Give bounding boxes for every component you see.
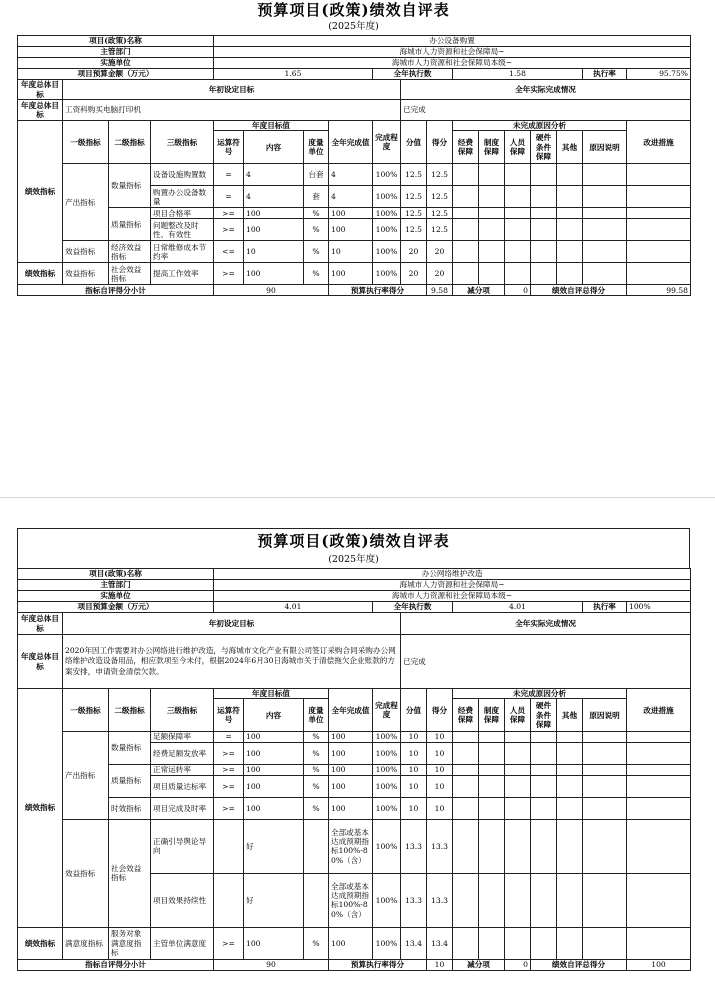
header-r4: 硬件条件保障 [531, 699, 557, 732]
label-exec: 全年执行数 [373, 602, 453, 613]
header-l2: 二级指标 [109, 121, 151, 164]
cell-score: 20 [427, 241, 453, 263]
cell-op: >= [214, 219, 244, 241]
cell-degree: 100% [373, 873, 401, 927]
table-row [18, 263, 691, 285]
cell-val: 4 [244, 186, 304, 208]
label-perf: 绩效指标 [18, 689, 63, 928]
cell-l1: 效益指标 [63, 263, 109, 285]
cell-unit: % [304, 219, 329, 241]
cell-l1: 效益指标 [63, 241, 109, 263]
label-budget: 项目预算金额（万元） [18, 69, 214, 80]
cell-weight: 10 [401, 775, 427, 797]
cell-weight: 10 [401, 764, 427, 775]
cell-l1: 效益指标 [63, 819, 109, 927]
cell-actual: 100 [329, 764, 373, 775]
cell-unit: % [304, 927, 329, 959]
cell-op: = [214, 164, 244, 186]
table-row [18, 819, 691, 873]
cell-unit: % [304, 208, 329, 219]
value-dept: 海城市人力资源和社会保障局~ [214, 580, 691, 591]
cell-actual: 100 [329, 775, 373, 797]
header-r1: 经费保障 [453, 131, 479, 164]
cell-op: >= [214, 263, 244, 285]
cell-actual: 全部或基本达成预期指标100%-80%（含） [329, 873, 373, 927]
cell-unit: 套 [304, 186, 329, 208]
cell-l2: 社会效益指标 [109, 819, 151, 927]
cell-val: 10 [244, 241, 304, 263]
cell-l1: 产出指标 [63, 732, 109, 819]
header-content: 内容 [244, 131, 304, 164]
value-exec: 1.58 [453, 69, 583, 80]
cell-l3: 购置办公设备数量 [151, 186, 214, 208]
cell-l3: 项目合格率 [151, 208, 214, 219]
sheet-subtitle: (2025年度) [328, 21, 379, 32]
cell-l1: 产出指标 [63, 164, 109, 241]
cell-op: >= [214, 764, 244, 775]
eval-table [17, 568, 691, 928]
cell-l2: 数量指标 [109, 732, 151, 764]
cell-degree: 100% [373, 927, 401, 959]
cell-weight: 12.5 [401, 219, 427, 241]
eval-table-cont [17, 927, 691, 971]
cell-weight: 10 [401, 742, 427, 764]
cell-actual: 100 [329, 927, 373, 959]
header-r5: 其他 [557, 699, 583, 732]
table-row [18, 927, 691, 959]
cell-op: >= [214, 927, 244, 959]
cell-l3: 项目质量达标率 [151, 775, 214, 797]
page-divider [0, 497, 715, 498]
label-goal: 年度总体目标 [18, 80, 63, 100]
cell-l3: 足额保障率 [151, 732, 214, 742]
header-r1: 经费保障 [453, 699, 479, 732]
cell-score: 12.5 [427, 164, 453, 186]
cell-l2: 时效指标 [109, 797, 151, 819]
value-impl: 海城市人力资源和社会保障局本级~ [214, 58, 691, 69]
cell-l3: 项目完成及时率 [151, 797, 214, 819]
cell-degree: 100% [373, 186, 401, 208]
cell-unit: 台套 [304, 164, 329, 186]
label-goal: 年度总体目标 [18, 635, 63, 689]
cell-unit: % [304, 797, 329, 819]
cell-val: 100 [244, 732, 304, 742]
header-l1: 一级指标 [63, 689, 109, 732]
table-row [18, 208, 691, 219]
label-goal: 年度总体目标 [18, 613, 63, 635]
cell-val: 100 [244, 775, 304, 797]
header-weight: 分值 [401, 689, 427, 732]
cell-score: 10 [427, 764, 453, 775]
cell-l3: 项目效果持续性 [151, 873, 214, 927]
header-r4: 硬件条件保障 [531, 131, 557, 164]
value-deduct: 0 [505, 285, 531, 296]
label-plan-goal: 年初设定目标 [63, 80, 401, 100]
value-rate: 95.75% [627, 69, 691, 80]
cell-l3: 经费足额发放率 [151, 742, 214, 764]
cell-weight: 12.5 [401, 208, 427, 219]
table-row [18, 732, 691, 742]
cell-l3: 主管单位满意度 [151, 927, 214, 959]
cell-degree: 100% [373, 819, 401, 873]
value-total: 100 [627, 959, 691, 970]
header-r6: 原因说明 [583, 131, 627, 164]
cell-val: 4 [244, 164, 304, 186]
header-l3: 三级指标 [151, 121, 214, 164]
cell-actual: 4 [329, 186, 373, 208]
header-content: 内容 [244, 699, 304, 732]
header-score: 得分 [427, 121, 453, 164]
cell-actual: 100 [329, 219, 373, 241]
header-r3: 人员保障 [505, 699, 531, 732]
value-goal: 工资科购买电脑打印机 [63, 100, 401, 121]
header-weight: 分值 [401, 121, 427, 164]
label-subtotal: 指标自评得分小计 [18, 285, 214, 296]
cell-unit [304, 819, 329, 873]
cell-score: 20 [427, 263, 453, 285]
label-goal: 年度总体目标 [18, 100, 63, 121]
cell-op: <= [214, 241, 244, 263]
cell-val: 100 [244, 797, 304, 819]
cell-l2: 经济效益指标 [109, 241, 151, 263]
eval-table [17, 35, 691, 263]
header-l1: 一级指标 [63, 121, 109, 164]
cell-op: >= [214, 208, 244, 219]
header-r5: 其他 [557, 131, 583, 164]
header-reason: 未完成原因分析 [453, 689, 627, 699]
cell-score: 12.5 [427, 186, 453, 208]
label-rate: 执行率 [583, 602, 627, 613]
cell-l2: 服务对象满意度指标 [109, 927, 151, 959]
cell-op: >= [214, 742, 244, 764]
sheet-1 [17, 0, 690, 296]
header-unit: 度量单位 [304, 699, 329, 732]
label-budget-score: 预算执行率得分 [329, 959, 427, 970]
cell-degree: 100% [373, 241, 401, 263]
cell-weight: 20 [401, 263, 427, 285]
cell-l3: 设备设施购置数 [151, 164, 214, 186]
cell-score: 12.5 [427, 208, 453, 219]
value-project-name: 办公网络维护改造 [214, 569, 691, 580]
cell-degree: 100% [373, 219, 401, 241]
cell-val: 100 [244, 764, 304, 775]
header-r3: 人员保障 [505, 131, 531, 164]
cell-l3: 正确引导舆论导向 [151, 819, 214, 873]
value-done: 已完成 [401, 100, 691, 121]
cell-weight: 10 [401, 732, 427, 742]
header-op: 运算符号 [214, 131, 244, 164]
cell-op: = [214, 186, 244, 208]
cell-weight: 20 [401, 241, 427, 263]
cell-score: 10 [427, 797, 453, 819]
cell-op: = [214, 732, 244, 742]
value-subtotal: 90 [214, 285, 329, 296]
cell-weight: 12.5 [401, 186, 427, 208]
cell-actual: 全部或基本达成预期指标100%-80%（含） [329, 819, 373, 873]
sheet-subtitle: (2025年度) [17, 553, 690, 568]
cell-val: 好 [244, 873, 304, 927]
table-row [18, 797, 691, 819]
cell-val: 好 [244, 819, 304, 873]
header-actual: 全年完成值 [329, 121, 373, 164]
cell-weight: 13.3 [401, 819, 427, 873]
cell-weight: 13.3 [401, 873, 427, 927]
cell-unit: % [304, 241, 329, 263]
cell-degree: 100% [373, 263, 401, 285]
label-total: 绩效自评总得分 [531, 285, 627, 296]
label-perf: 绩效指标 [18, 263, 63, 285]
cell-score: 12.5 [427, 219, 453, 241]
cell-weight: 13.4 [401, 927, 427, 959]
cell-weight: 10 [401, 797, 427, 819]
value-deduct: 0 [505, 959, 531, 970]
value-budget: 4.01 [214, 602, 373, 613]
label-deduct: 减分项 [453, 285, 505, 296]
cell-score: 13.3 [427, 873, 453, 927]
table-row [18, 764, 691, 775]
label-actual-done: 全年实际完成情况 [401, 80, 691, 100]
cell-degree: 100% [373, 164, 401, 186]
value-subtotal: 90 [214, 959, 329, 970]
cell-actual: 10 [329, 241, 373, 263]
header-actual: 全年完成值 [329, 689, 373, 732]
cell-l2: 质量指标 [109, 208, 151, 241]
label-actual-done: 全年实际完成情况 [401, 613, 691, 635]
sheet-title: 预算项目(政策)绩效自评表 [17, 528, 690, 553]
sheet-2 [17, 528, 690, 971]
cell-l3: 问题整改及时性、有效性 [151, 219, 214, 241]
label-project-name: 项目(政策)名称 [18, 569, 214, 580]
label-exec: 全年执行数 [373, 69, 453, 80]
cell-actual: 100 [329, 797, 373, 819]
header-degree: 完成程度 [373, 689, 401, 732]
cell-op: >= [214, 775, 244, 797]
cell-op: >= [214, 797, 244, 819]
cell-val: 100 [244, 219, 304, 241]
label-impl: 实施单位 [18, 591, 214, 602]
cell-l2: 质量指标 [109, 764, 151, 797]
table-row [18, 164, 691, 186]
label-dept: 主管部门 [18, 580, 214, 591]
label-perf: 绩效指标 [18, 927, 63, 959]
cell-score: 10 [427, 732, 453, 742]
label-budget: 项目预算金额（万元） [18, 602, 214, 613]
cell-l3: 日常维修成本节约率 [151, 241, 214, 263]
header-r2: 制度保障 [479, 699, 505, 732]
label-impl: 实施单位 [18, 58, 214, 69]
cell-degree: 100% [373, 797, 401, 819]
header-op: 运算符号 [214, 699, 244, 732]
sheet-title: 预算项目(政策)绩效自评表 [257, 1, 450, 19]
cell-degree: 100% [373, 732, 401, 742]
value-rate: 100% [627, 602, 691, 613]
cell-degree: 100% [373, 764, 401, 775]
cell-val: 100 [244, 263, 304, 285]
header-target: 年度目标值 [214, 121, 329, 131]
label-total: 绩效自评总得分 [531, 959, 627, 970]
cell-op [214, 873, 244, 927]
label-budget-score: 预算执行率得分 [329, 285, 427, 296]
cell-val: 100 [244, 742, 304, 764]
label-plan-goal: 年初设定目标 [63, 613, 401, 635]
cell-unit [304, 873, 329, 927]
cell-unit: % [304, 742, 329, 764]
value-project-name: 办公设备购置 [214, 36, 691, 47]
eval-table-cont [17, 262, 691, 296]
cell-unit: % [304, 263, 329, 285]
header-improve: 改进措施 [627, 689, 691, 732]
value-goal: 2020年因工作需要对办公网络进行维护改造，与海城市文化产业有限公司签订采购合同采购办公网络维护改造设备用品，相应款项至今未付，根据2024年6月30日海城市关于清偿拖欠企业账款的方案安排，申请资金清偿欠款。 [63, 635, 401, 689]
cell-actual: 100 [329, 742, 373, 764]
cell-unit: % [304, 775, 329, 797]
cell-actual: 4 [329, 164, 373, 186]
value-budget-score: 10 [427, 959, 453, 970]
cell-val: 100 [244, 208, 304, 219]
header-unit: 度量单位 [304, 131, 329, 164]
cell-score: 10 [427, 742, 453, 764]
header-improve: 改进措施 [627, 121, 691, 164]
header-r2: 制度保障 [479, 131, 505, 164]
cell-score: 10 [427, 775, 453, 797]
header-l2: 二级指标 [109, 689, 151, 732]
cell-score: 13.4 [427, 927, 453, 959]
cell-score: 13.3 [427, 819, 453, 873]
cell-unit: % [304, 764, 329, 775]
label-perf: 绩效指标 [18, 121, 63, 263]
label-deduct: 减分项 [453, 959, 505, 970]
label-dept: 主管部门 [18, 47, 214, 58]
cell-l2: 社会效益指标 [109, 263, 151, 285]
value-budget-score: 9.58 [427, 285, 453, 296]
cell-degree: 100% [373, 775, 401, 797]
header-r6: 原因说明 [583, 699, 627, 732]
cell-l2: 数量指标 [109, 164, 151, 208]
cell-l1: 满意度指标 [63, 927, 109, 959]
header-score: 得分 [427, 689, 453, 732]
header-target: 年度目标值 [214, 689, 329, 699]
table-row [18, 241, 691, 263]
cell-degree: 100% [373, 208, 401, 219]
cell-op [214, 819, 244, 873]
label-rate: 执行率 [583, 69, 627, 80]
cell-actual: 100 [329, 208, 373, 219]
header-degree: 完成程度 [373, 121, 401, 164]
header-reason: 未完成原因分析 [453, 121, 627, 131]
cell-actual: 100 [329, 263, 373, 285]
value-budget: 1.65 [214, 69, 373, 80]
cell-val: 100 [244, 927, 304, 959]
cell-actual: 100 [329, 732, 373, 742]
label-subtotal: 指标自评得分小计 [18, 959, 214, 970]
header-l3: 三级指标 [151, 689, 214, 732]
label-project-name: 项目(政策)名称 [18, 36, 214, 47]
cell-unit: % [304, 732, 329, 742]
value-total: 99.58 [627, 285, 691, 296]
cell-l3: 提高工作效率 [151, 263, 214, 285]
value-exec: 4.01 [453, 602, 583, 613]
value-impl: 海城市人力资源和社会保障局本级~ [214, 591, 691, 602]
value-dept: 海城市人力资源和社会保障局~ [214, 47, 691, 58]
cell-degree: 100% [373, 742, 401, 764]
cell-l3: 正常运转率 [151, 764, 214, 775]
value-done: 已完成 [401, 635, 691, 689]
cell-weight: 12.5 [401, 164, 427, 186]
